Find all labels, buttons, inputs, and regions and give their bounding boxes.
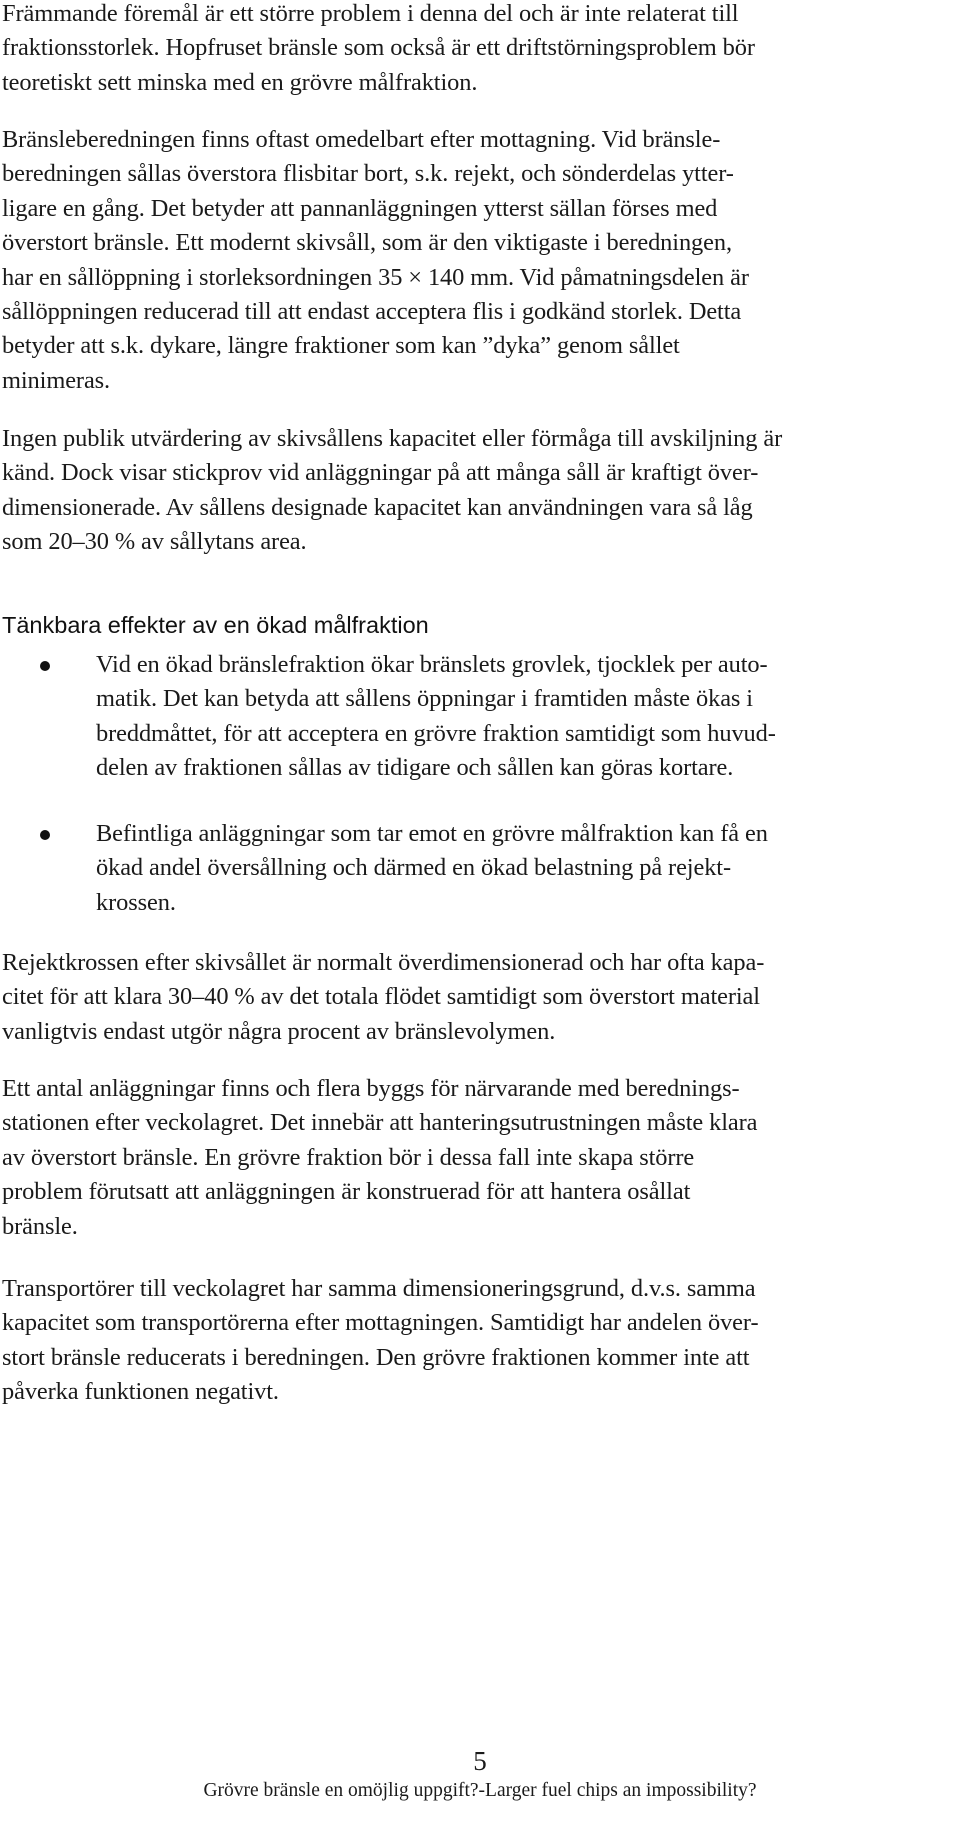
text-line: Ingen publik utvärdering av skivsållens kapacitet eller förmåga till avskiljning är	[2, 425, 783, 452]
paragraph-foreign-objects	[2, 0, 942, 100]
bullet-dot-icon	[40, 830, 50, 840]
text-line: Vid en ökad bränslefraktion ökar bränslets grovlek, tjocklek per auto-	[96, 651, 768, 678]
text-line: bränsle.	[2, 1212, 78, 1240]
text-line: kapacitet som transportörerna efter mottagningen. Samtidigt har andelen över-	[2, 1309, 759, 1337]
text-line: påverka funktionen negativt.	[2, 1378, 279, 1406]
paragraph-fuel-preparation	[2, 123, 942, 398]
paragraph-screen-evaluation	[2, 422, 942, 560]
text-line: har en sållöppning i storleksordningen 35 × 140 mm. Vid påmatningsdelen är	[2, 263, 749, 291]
paragraph-preparation-stations	[2, 1072, 942, 1244]
text-line: dimensionerade. Av sållens designade kapacitet kan användningen vara så låg	[2, 493, 753, 521]
text-line: Bränsleberedningen finns oftast omedelbart efter mottagning. Vid bränsle-	[2, 126, 721, 153]
text-line: Främmande föremål är ett större problem i denna del och är inte relaterat till	[2, 0, 739, 27]
text-line: överstort bränsle. Ett modernt skivsåll, som är den viktigaste i beredningen,	[2, 229, 732, 257]
text-line: betyder att s.k. dykare, längre fraktioner som kan ”dyka” genom sållet	[2, 332, 680, 360]
text-line: ligare en gång. Det betyder att pannanläggningen ytterst sällan förses med	[2, 194, 718, 222]
bullet-dot-icon	[40, 661, 50, 671]
text-line: sållöppningen reducerad till att endast acceptera flis i godkänd storlek. Detta	[2, 298, 742, 326]
text-line: som 20–30 % av sållytans area.	[2, 528, 307, 556]
text-line: ökad andel översållning och därmed en ökad belastning på rejekt-	[96, 854, 731, 882]
text-line: teoretiskt sett minska med en grövre målfraktion.	[2, 68, 478, 96]
text-line: vanligtvis endast utgör några procent av bränslevolymen.	[2, 1017, 556, 1045]
paragraph-reject-crusher	[2, 946, 942, 1049]
text-line: fraktionsstorlek. Hopfruset bränsle som också är ett driftstörningsproblem bör	[2, 34, 755, 62]
text-line: av överstort bränsle. En grövre fraktion bör i dessa fall inte skapa större	[2, 1143, 695, 1171]
text-line: breddmåttet, för att acceptera en grövre fraktion samtidigt som huvud-	[96, 719, 776, 747]
text-line: Ett antal anläggningar finns och flera byggs för närvarande med berednings-	[2, 1075, 740, 1102]
text-line: beredningen sållas överstora flisbitar bort, s.k. rejekt, och sönderdelas ytter-	[2, 160, 734, 188]
text-line: Befintliga anläggningar som tar emot en grövre målfraktion kan få en	[96, 820, 768, 847]
page-number: 5	[473, 1746, 487, 1776]
text-line: matik. Det kan betyda att sållens öppningar i framtiden måste ökas i	[96, 685, 753, 713]
text-line: stationen efter veckolagret. Det innebär att hanteringsutrustningen måste klara	[2, 1109, 758, 1137]
text-line: citet för att klara 30–40 % av det totala flödet samtidigt som överstort material	[2, 983, 760, 1011]
text-line: stort bränsle reducerats i beredningen. Den grövre fraktionen kommer inte att	[2, 1343, 750, 1371]
text-line: Transportörer till veckolagret har samma dimensioneringsgrund, d.v.s. samma	[2, 1275, 756, 1302]
running-title: Grövre bränsle en omöjlig uppgift?-Larger fuel chips an impossibility?	[203, 1780, 757, 1801]
text-line: känd. Dock visar stickprov vid anläggningar på att många såll är kraftigt över-	[2, 459, 759, 487]
section-heading: Tänkbara effekter av en ökad målfraktion	[2, 612, 429, 638]
text-line: Rejektkrossen efter skivsållet är normalt överdimensionerad och har ofta kapa-	[2, 949, 765, 976]
text-line: minimeras.	[2, 366, 111, 394]
paragraph-conveyors	[2, 1272, 942, 1410]
text-line: krossen.	[96, 888, 176, 916]
text-line: delen av fraktionen sållas av tidigare och sållen kan göras kortare.	[96, 754, 734, 782]
text-line: problem förutsatt att anläggningen är konstruerad för att hantera osållat	[2, 1178, 691, 1206]
